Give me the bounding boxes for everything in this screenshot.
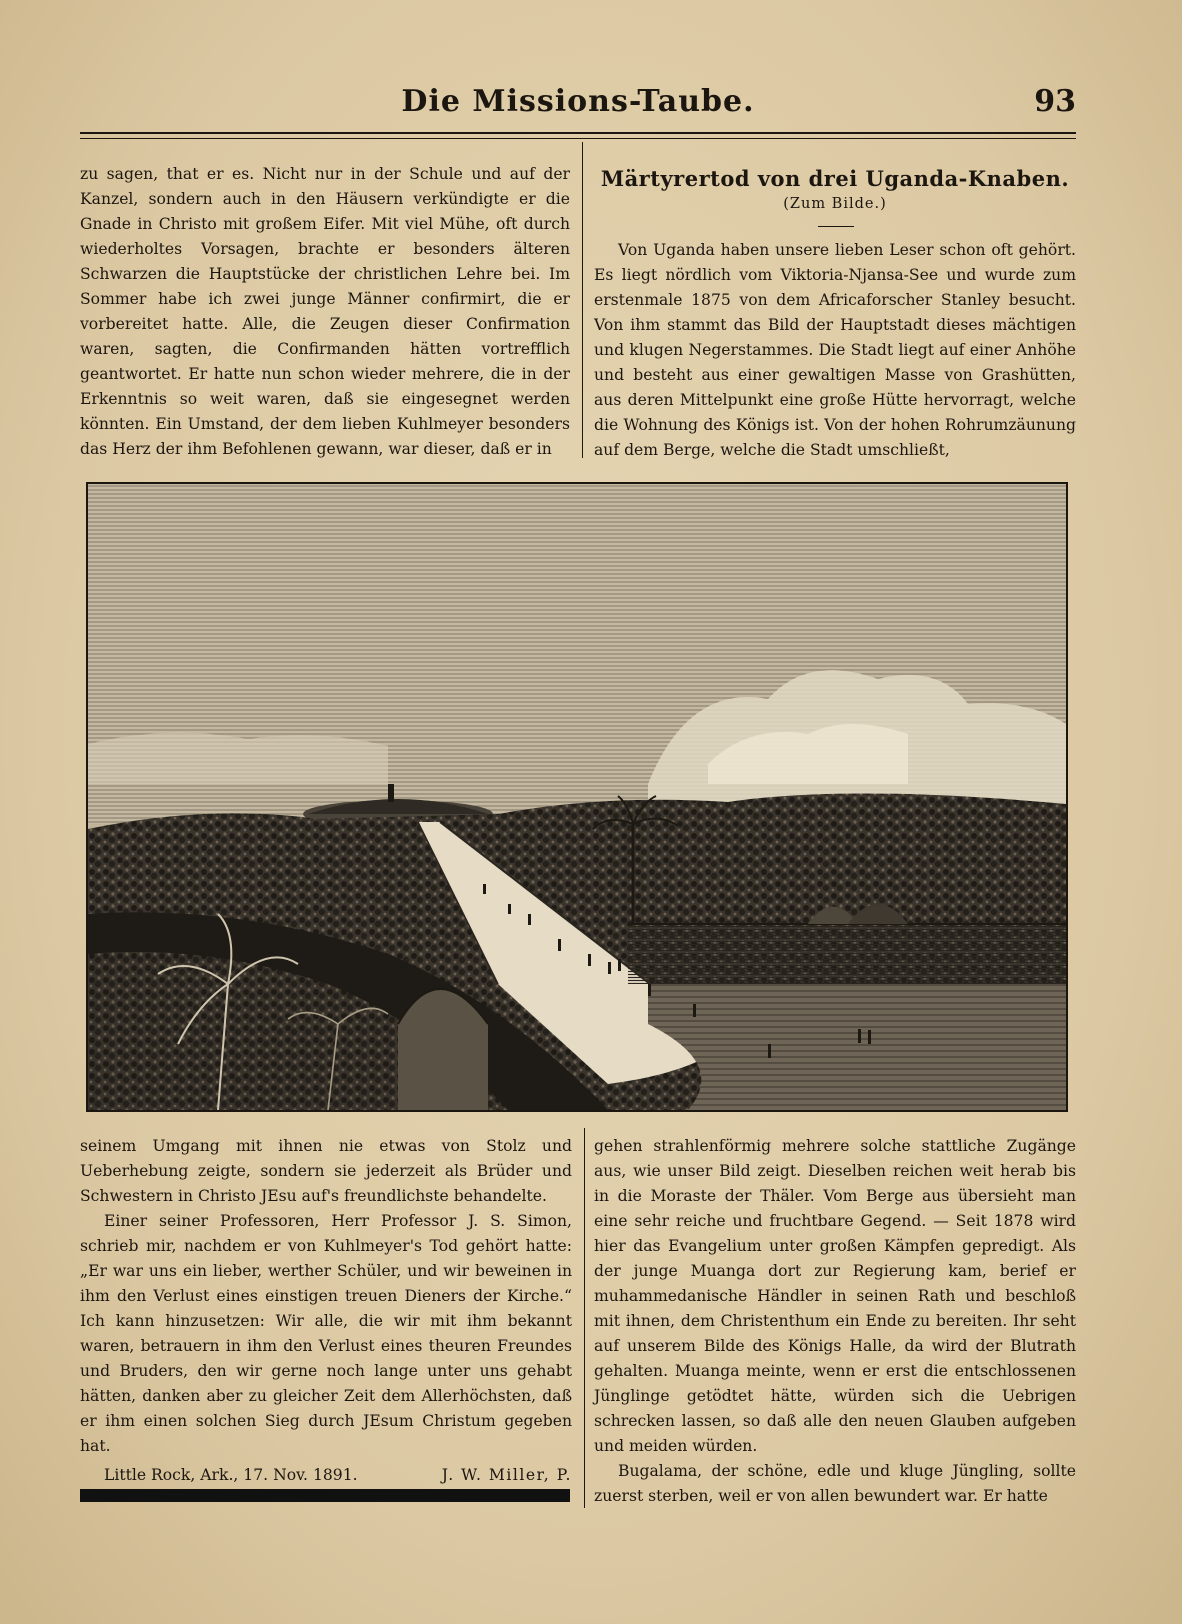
column-divider-bottom xyxy=(584,1128,585,1508)
paragraph: Von Uganda haben unsere lieben Leser schon oft gehört. Es liegt nördlich vom Viktoria-Njansa-See und wurde zum erstenmale 1875 von dem Africaforscher Stanley besucht. Von ihm stammt das Bild der Hauptstadt dieses mächtigen und klugen Negerstammes. Die Stadt liegt auf einer Anhöhe und besteht aus einer gewaltigen Masse von Grashütten, aus deren Mittelpunkt eine große Hütte hervorragt, welche die Wohnung des Königs ist. Von der hohen Rohrumzäunung auf dem Berge, welche die Stadt umschließt, xyxy=(594,241,1076,459)
paragraph: Bugalama, der schöne, edle und kluge Jüngling, sollte zuerst sterben, weil er von allen bewundert war. Er hatte xyxy=(594,1462,1076,1505)
article-subtitle: (Zum Bilde.) xyxy=(783,196,887,212)
article-end-bar xyxy=(80,1489,570,1502)
signature-name: J. W. Miller, P. xyxy=(441,1466,572,1484)
column-bottom-right xyxy=(594,1134,1076,1509)
paragraph: zu sagen, that er es. Nicht nur in der Schule und auf der Kanzel, sondern auch in den Häusern verkündigte er die Gnade in Christo mit großem Eifer. Mit viel Mühe, oft durch wiederholtes Vorsagen, brachte er besonders älteren Schwarzen die Hauptstücke der christlichen Lehre bei. Im Sommer habe ich zwei junge Männer confirmirt, die er vorbereitet hatte. Alle, die Zeugen dieser Confirmation waren, sagten, die Confirmanden hätten vortrefflich geantwortet. Er hatte nun schon wieder mehrere, die in der Erkenntnis so weit waren, daß sie eingesegnet werden könnten. Ein Umstand, der dem lieben Kuhlmeyer besonders das Herz der ihm Befohlenen gewann, war dieser, daß er in xyxy=(80,165,570,458)
page-number: 93 xyxy=(1034,84,1076,119)
header-rule-thick xyxy=(80,132,1076,134)
engraving-uganda-capital-illustration xyxy=(86,482,1068,1112)
column-top-left xyxy=(80,162,570,462)
signature-line xyxy=(80,1463,572,1488)
paragraph: Einer seiner Professoren, Herr Professor J. S. Simon, schrieb mir, nachdem er von Kuhlmeyer's Tod gehört hatte: „Er war uns ein lieber, werther Schüler, und wir beweinen in ihm den Verlust eines einstigen treuen Dieners der Kirche.“ Ich kann hinzusetzen: Wir alle, die wir mit ihm bekannt waren, betrauern in ihm den Verlust eines theuren Freundes und Bruders, den wir gerne noch lange unter uns gehabt hätten, danken aber zu gleicher Zeit dem Allerhöchsten, daß er ihm einen solchen Sieg durch JEsum Christum gegeben hat. xyxy=(80,1212,572,1455)
header-rule-thin xyxy=(80,138,1076,139)
column-bottom-left xyxy=(80,1134,572,1488)
masthead-title: Die Missions-Taube. xyxy=(401,84,755,119)
signature-place-date: Little Rock, Ark., 17. Nov. 1891. xyxy=(104,1466,358,1484)
column-divider-top xyxy=(582,142,583,458)
paragraph: gehen strahlenförmig mehrere solche stattliche Zugänge aus, wie unser Bild zeigt. Dieselben reichen weit herab bis in die Moraste der Thäler. Vom Berge aus übersieht man eine sehr reiche und fruchtbare Gegend. — Seit 1878 wird hier das Evangelium unter großen Kämpfen gepredigt. Als der junge Muanga dort zur Regierung kam, berief er muhammedanische Händler in seinen Rath und beschloß mit ihnen, dem Christenthum ein Ende zu bereiten. Ihr seht auf unserem Bilde des Königs Halle, da wird der Blutrath gehalten. Muanga meinte, wenn er erst die entschlossenen Jünglinge getödtet hätte, würden sich die Uebrigen schrecken lassen, so daß alle den neuen Glauben aufgeben und meiden würden. xyxy=(594,1137,1076,1455)
title-rule xyxy=(818,226,854,227)
page-header xyxy=(80,84,1076,124)
column-top-right xyxy=(594,238,1076,463)
article-title: Märtyrertod von drei Uganda-Knaben. xyxy=(600,166,1070,191)
paragraph: seinem Umgang mit ihnen nie etwas von Stolz und Ueberhebung zeigte, sondern sie jederzeit als Brüder und Schwestern in Christo JEsu auf's freundlichste behandelte. xyxy=(80,1137,572,1205)
